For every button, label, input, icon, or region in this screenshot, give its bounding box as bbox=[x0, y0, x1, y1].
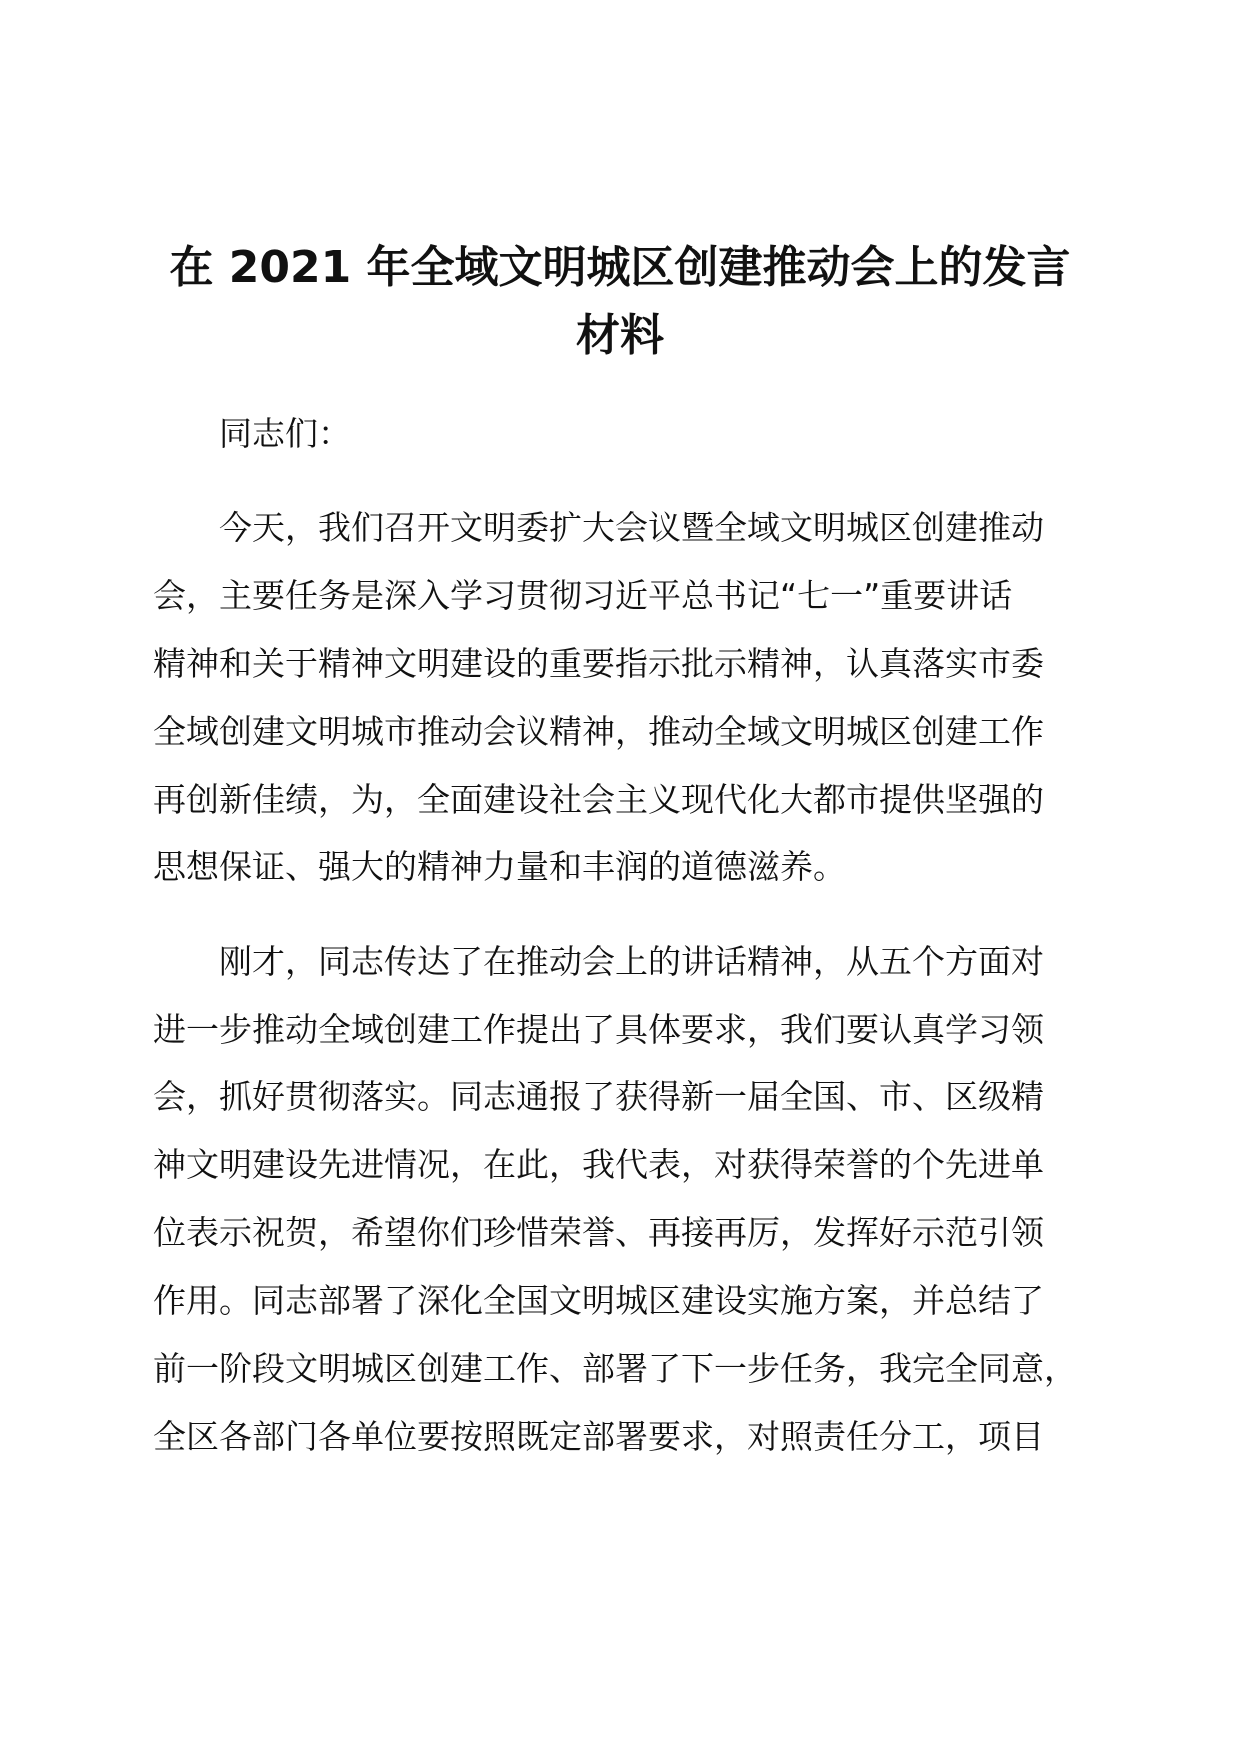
salutation: 同志们： bbox=[219, 414, 351, 453]
paragraph-1-line-3: 精神和关于精神文明建设的重要指示批示精神，认真落实市委 bbox=[153, 644, 1044, 683]
paragraph-2-line-6: 作用。同志部署了深化全国文明城区建设实施方案，并总结了 bbox=[153, 1281, 1044, 1320]
document-title-line-1: 在 2021 年全域文明城区创建推动会上的发言 bbox=[169, 242, 1071, 293]
paragraph-2-line-7: 前一阶段文明城区创建工作、部署了下一步任务，我完全同意， bbox=[153, 1349, 1077, 1388]
paragraph-2-line-4: 神文明建设先进情况，在此，我代表，对获得荣誉的个先进单 bbox=[153, 1145, 1044, 1184]
paragraph-1-line-5: 再创新佳绩，为，全面建设社会主义现代化大都市提供坚强的 bbox=[153, 780, 1044, 819]
paragraph-1-line-6: 思想保证、强大的精神力量和丰润的道德滋养。 bbox=[153, 847, 846, 886]
paragraph-2-line-1: 刚才，同志传达了在推动会上的讲话精神，从五个方面对 bbox=[219, 942, 1044, 981]
document-title-line-2: 材料 bbox=[576, 310, 664, 361]
paragraph-2-line-2: 进一步推动全域创建工作提出了具体要求，我们要认真学习领 bbox=[153, 1010, 1044, 1049]
paragraph-1-line-1: 今天，我们召开文明委扩大会议暨全域文明城区创建推动 bbox=[219, 508, 1044, 547]
paragraph-1-line-2: 会，主要任务是深入学习贯彻习近平总书记“七一”重要讲话 bbox=[153, 576, 1013, 615]
paragraph-2-line-5: 位表示祝贺，希望你们珍惜荣誉、再接再厉，发挥好示范引领 bbox=[153, 1213, 1044, 1252]
paragraph-2-line-3: 会，抓好贯彻落实。同志通报了获得新一届全国、市、区级精 bbox=[153, 1077, 1044, 1116]
paragraph-1-line-4: 全域创建文明城市推动会议精神，推动全域文明城区创建工作 bbox=[153, 712, 1044, 751]
paragraph-2-line-8: 全区各部门各单位要按照既定部署要求，对照责任分工，项目 bbox=[153, 1417, 1044, 1456]
